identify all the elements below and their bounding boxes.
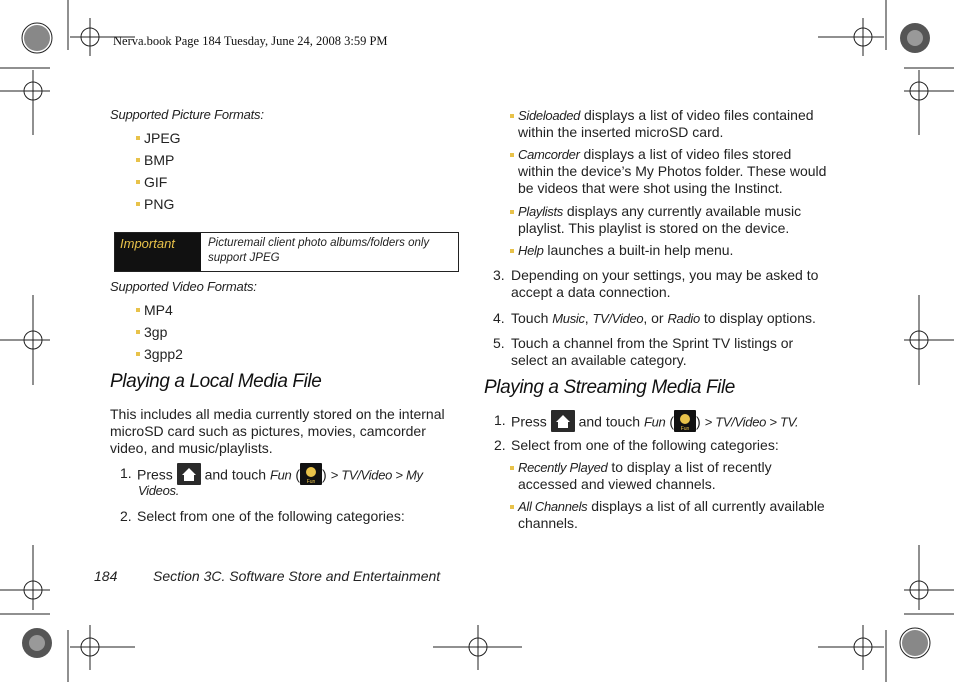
step-number: 2.: [120, 508, 132, 524]
bullet-icon: [136, 158, 140, 162]
fun-icon: [674, 410, 696, 432]
bullet-icon: [510, 114, 514, 118]
step-2-streaming: Select from one of the following categories:: [511, 437, 779, 453]
list-item: 3gpp2: [136, 346, 183, 362]
list-item: MP4: [136, 302, 173, 318]
bullet-icon: [136, 308, 140, 312]
video-formats-label: Supported Video Formats:: [110, 279, 257, 294]
print-header: Nerva.book Page 184 Tuesday, June 24, 2008 3:59 PM: [113, 34, 388, 48]
list-item: Recently Played to display a list of recently accessed and viewed channels.: [510, 459, 850, 493]
bullet-icon: [136, 180, 140, 184]
bullet-icon: [136, 352, 140, 356]
important-note: [114, 232, 459, 272]
svg-text:Fun: Fun: [306, 479, 316, 485]
list-item: JPEG: [136, 130, 181, 146]
step-4: Touch Music, TV/Video, or Radio to display options.: [511, 310, 816, 326]
list-item: All Channels displays a list of all currently available channels.: [510, 498, 850, 532]
fun-icon: [300, 463, 322, 485]
step-1-path-cont: Videos.: [138, 483, 180, 498]
home-icon: [551, 410, 575, 432]
picture-formats-label: Supported Picture Formats:: [110, 107, 264, 122]
step-1-streaming: Press and touch Fun ( Fun ) > TV/Video > TV.: [511, 412, 798, 434]
step-number: 3.: [493, 267, 505, 283]
bullet-icon: [136, 136, 140, 140]
list-item: Camcorder displays a list of video files stored within the device’s My Photos folder. These would be videos that were shot using the Instinct.: [510, 146, 850, 197]
page-number: 184: [94, 568, 118, 584]
bullet-icon: [510, 466, 514, 470]
list-item: Help launches a built-in help menu.: [510, 242, 850, 259]
bullet-icon: [136, 330, 140, 334]
important-label: Important: [120, 236, 175, 251]
list-item: BMP: [136, 152, 174, 168]
step-number: 4.: [493, 310, 505, 326]
bullet-icon: [510, 505, 514, 509]
step-1-local: Press and touch Fun ( Fun ) > TV/Video > My: [137, 465, 467, 487]
list-item: GIF: [136, 174, 167, 190]
step-5: Touch a channel from the Sprint TV listings or select an available category.: [511, 335, 794, 368]
bullet-icon: [510, 249, 514, 253]
step-number: 1.: [120, 465, 132, 481]
bullet-icon: [510, 210, 514, 214]
bullet-icon: [510, 153, 514, 157]
bullet-icon: [136, 202, 140, 206]
intro-paragraph: This includes all media currently stored on the internal microSD card such as pictures, movies, camcorder video, and music/playlists.: [110, 406, 445, 456]
svg-text:Fun: Fun: [680, 426, 690, 432]
section-heading-streaming: Playing a Streaming Media File: [484, 377, 735, 398]
list-item: 3gp: [136, 324, 167, 340]
step-number: 2.: [494, 437, 506, 453]
list-item: PNG: [136, 196, 174, 212]
important-text: Picturemail client photo albums/folders only support JPEG: [208, 237, 430, 264]
footer-section-title: Section 3C. Software Store and Entertainment: [153, 568, 441, 584]
home-icon: [177, 463, 201, 485]
step-number: 1.: [494, 412, 506, 428]
list-item: Sideloaded displays a list of video files contained within the inserted microSD card.: [510, 107, 840, 141]
list-item: Playlists displays any currently available music playlist. This playlist is stored on the device.: [510, 203, 850, 237]
step-3: Depending on your settings, you may be asked to accept a data connection.: [511, 267, 819, 300]
section-heading-local: Playing a Local Media File: [110, 371, 322, 392]
step-number: 5.: [493, 335, 505, 351]
step-2-local: Select from one of the following categories:: [137, 508, 405, 524]
